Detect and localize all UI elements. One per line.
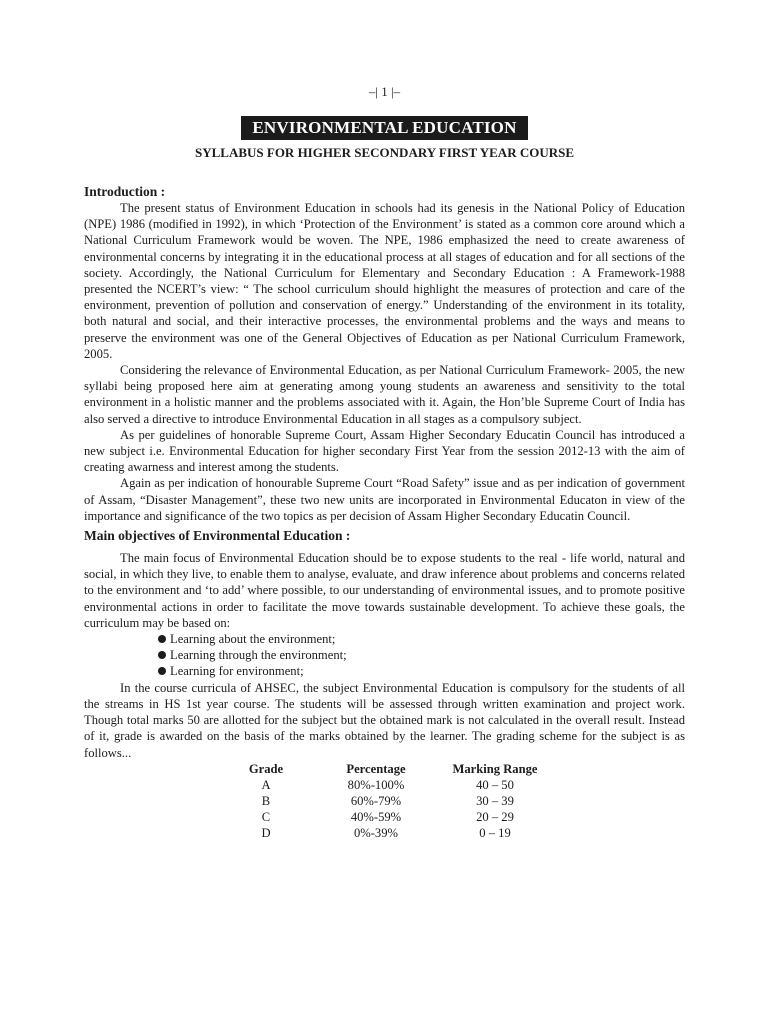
- marking-range-cell: 20 – 29: [476, 809, 514, 824]
- objectives-paragraph-1: The main focus of Environmental Education should be to expose students to the real - life world, natural and social, in which they live, to enable them to analyse, evaluate, and draw inference about problems and concerns related to the environment and ‘to add’ where possible, to our understanding of environmental issues, and to promote positive environmental actions in order to facilitate the move towards sustainable development. To achieve these goals, the curriculum may be based on:: [84, 551, 685, 630]
- table-row: [226, 809, 544, 825]
- bullet-item: Learning for environment;: [158, 663, 685, 679]
- document-subtitle: SYLLABUS FOR HIGHER SECONDARY FIRST YEAR COURSE: [194, 145, 575, 160]
- objectives-paragraph-2: In the course curricula of AHSEC, the subject Environmental Education is compulsory for the students of all the streams in HS 1st year course. The students will be assessed through written examination and project work. Though total marks 50 are allotted for the subject but the obtained mark is not calculated in the overall result. Instead of it, grade is awarded on the basis of the marks obtained by the learner. The grading scheme for the subject is as follows...: [84, 680, 685, 760]
- percentage-cell: 40%-59%: [350, 809, 402, 824]
- bullet-item: Learning about the environment;: [158, 631, 685, 647]
- objectives-bullet-list: [84, 631, 685, 680]
- grade-cell: D: [261, 825, 271, 840]
- marking-range-cell: 40 – 50: [476, 777, 514, 792]
- objectives-heading: Main objectives of Environmental Education :: [84, 528, 351, 544]
- intro-paragraph-1: The present status of Environment Education in schools had its genesis in the National Policy of Education (NPE) 1986 (modified in 1992), in which ‘Protection of the Environment’ is stated as a common core around which a National Curriculum Framework would be woven. The NPE, 1986 emphasized the need to create awareness of environmental concerns by integrating it in the educational process at all stages of education and for all sections of the society. Accordingly, the National Curriculum for Elementary and Secondary Education : A Framework-1988 presented the NCERT’s view: “ The school curriculum should highlight the measures of protection and care of the environment, prevention of pollution and conservation of energy.” Understanding of the environment in its totality, both natural and social, and their interactive processes, the environmental problems and the ways and means to preserve the environment was one of the General Objectives of Education as per National Curriculum Framework, 2005.: [84, 201, 685, 361]
- introduction-heading: Introduction :: [84, 184, 166, 199]
- table-row: [226, 777, 544, 793]
- document-title: ENVIRONMENTAL EDUCATION: [241, 116, 527, 140]
- intro-paragraph-2: Considering the relevance of Environmental Education, as per National Curriculum Framework- 2005, the new syllabi being proposed here aim at generating among young students an awareness and sensitivity to the total environment in a holistic manner and the problems associated with it. Again, the Hon’ble Supreme Court of India has also served a directive to introduce Environmental Education in all stages as a compulsory subject.: [84, 363, 685, 426]
- percentage-cell: 80%-100%: [347, 777, 405, 792]
- grade-cell: C: [261, 809, 271, 824]
- grade-cell: B: [261, 793, 271, 808]
- table-row: [226, 793, 544, 809]
- grade-cell: A: [261, 777, 271, 792]
- grading-table-header-row: [226, 761, 544, 777]
- bullet-item: Learning through the environment;: [158, 647, 685, 663]
- header-marking-range: Marking Range: [452, 761, 538, 776]
- marking-range-cell: 30 – 39: [476, 793, 514, 808]
- header-percentage: Percentage: [346, 761, 406, 776]
- table-row: [226, 825, 544, 841]
- percentage-cell: 60%-79%: [350, 793, 402, 808]
- grading-table: [226, 761, 544, 841]
- intro-paragraph-3: As per guidelines of honorable Supreme Court, Assam Higher Secondary Educatin Council has introduced a new subject i.e. Environmental Education for higher secondary First Year from the session 2012-13 with the aim of creating awarness and interest among the students.: [84, 427, 685, 475]
- title-banner: [84, 116, 685, 142]
- header-grade: Grade: [248, 761, 284, 776]
- marking-range-cell: 0 – 19: [479, 825, 511, 840]
- intro-paragraph-4: Again as per indication of honourable Supreme Court “Road Safety” issue and as per indication of government of Assam, “Disaster Management”, these two new units are incorporated in Environmental Educaton in view of the importance and significance of the two topics as per decision of Assam Higher Secondary Educatin Council.: [84, 476, 685, 523]
- page-number: –| 1 |–: [368, 84, 401, 99]
- percentage-cell: 0%-39%: [353, 825, 399, 840]
- document-page: [84, 84, 685, 841]
